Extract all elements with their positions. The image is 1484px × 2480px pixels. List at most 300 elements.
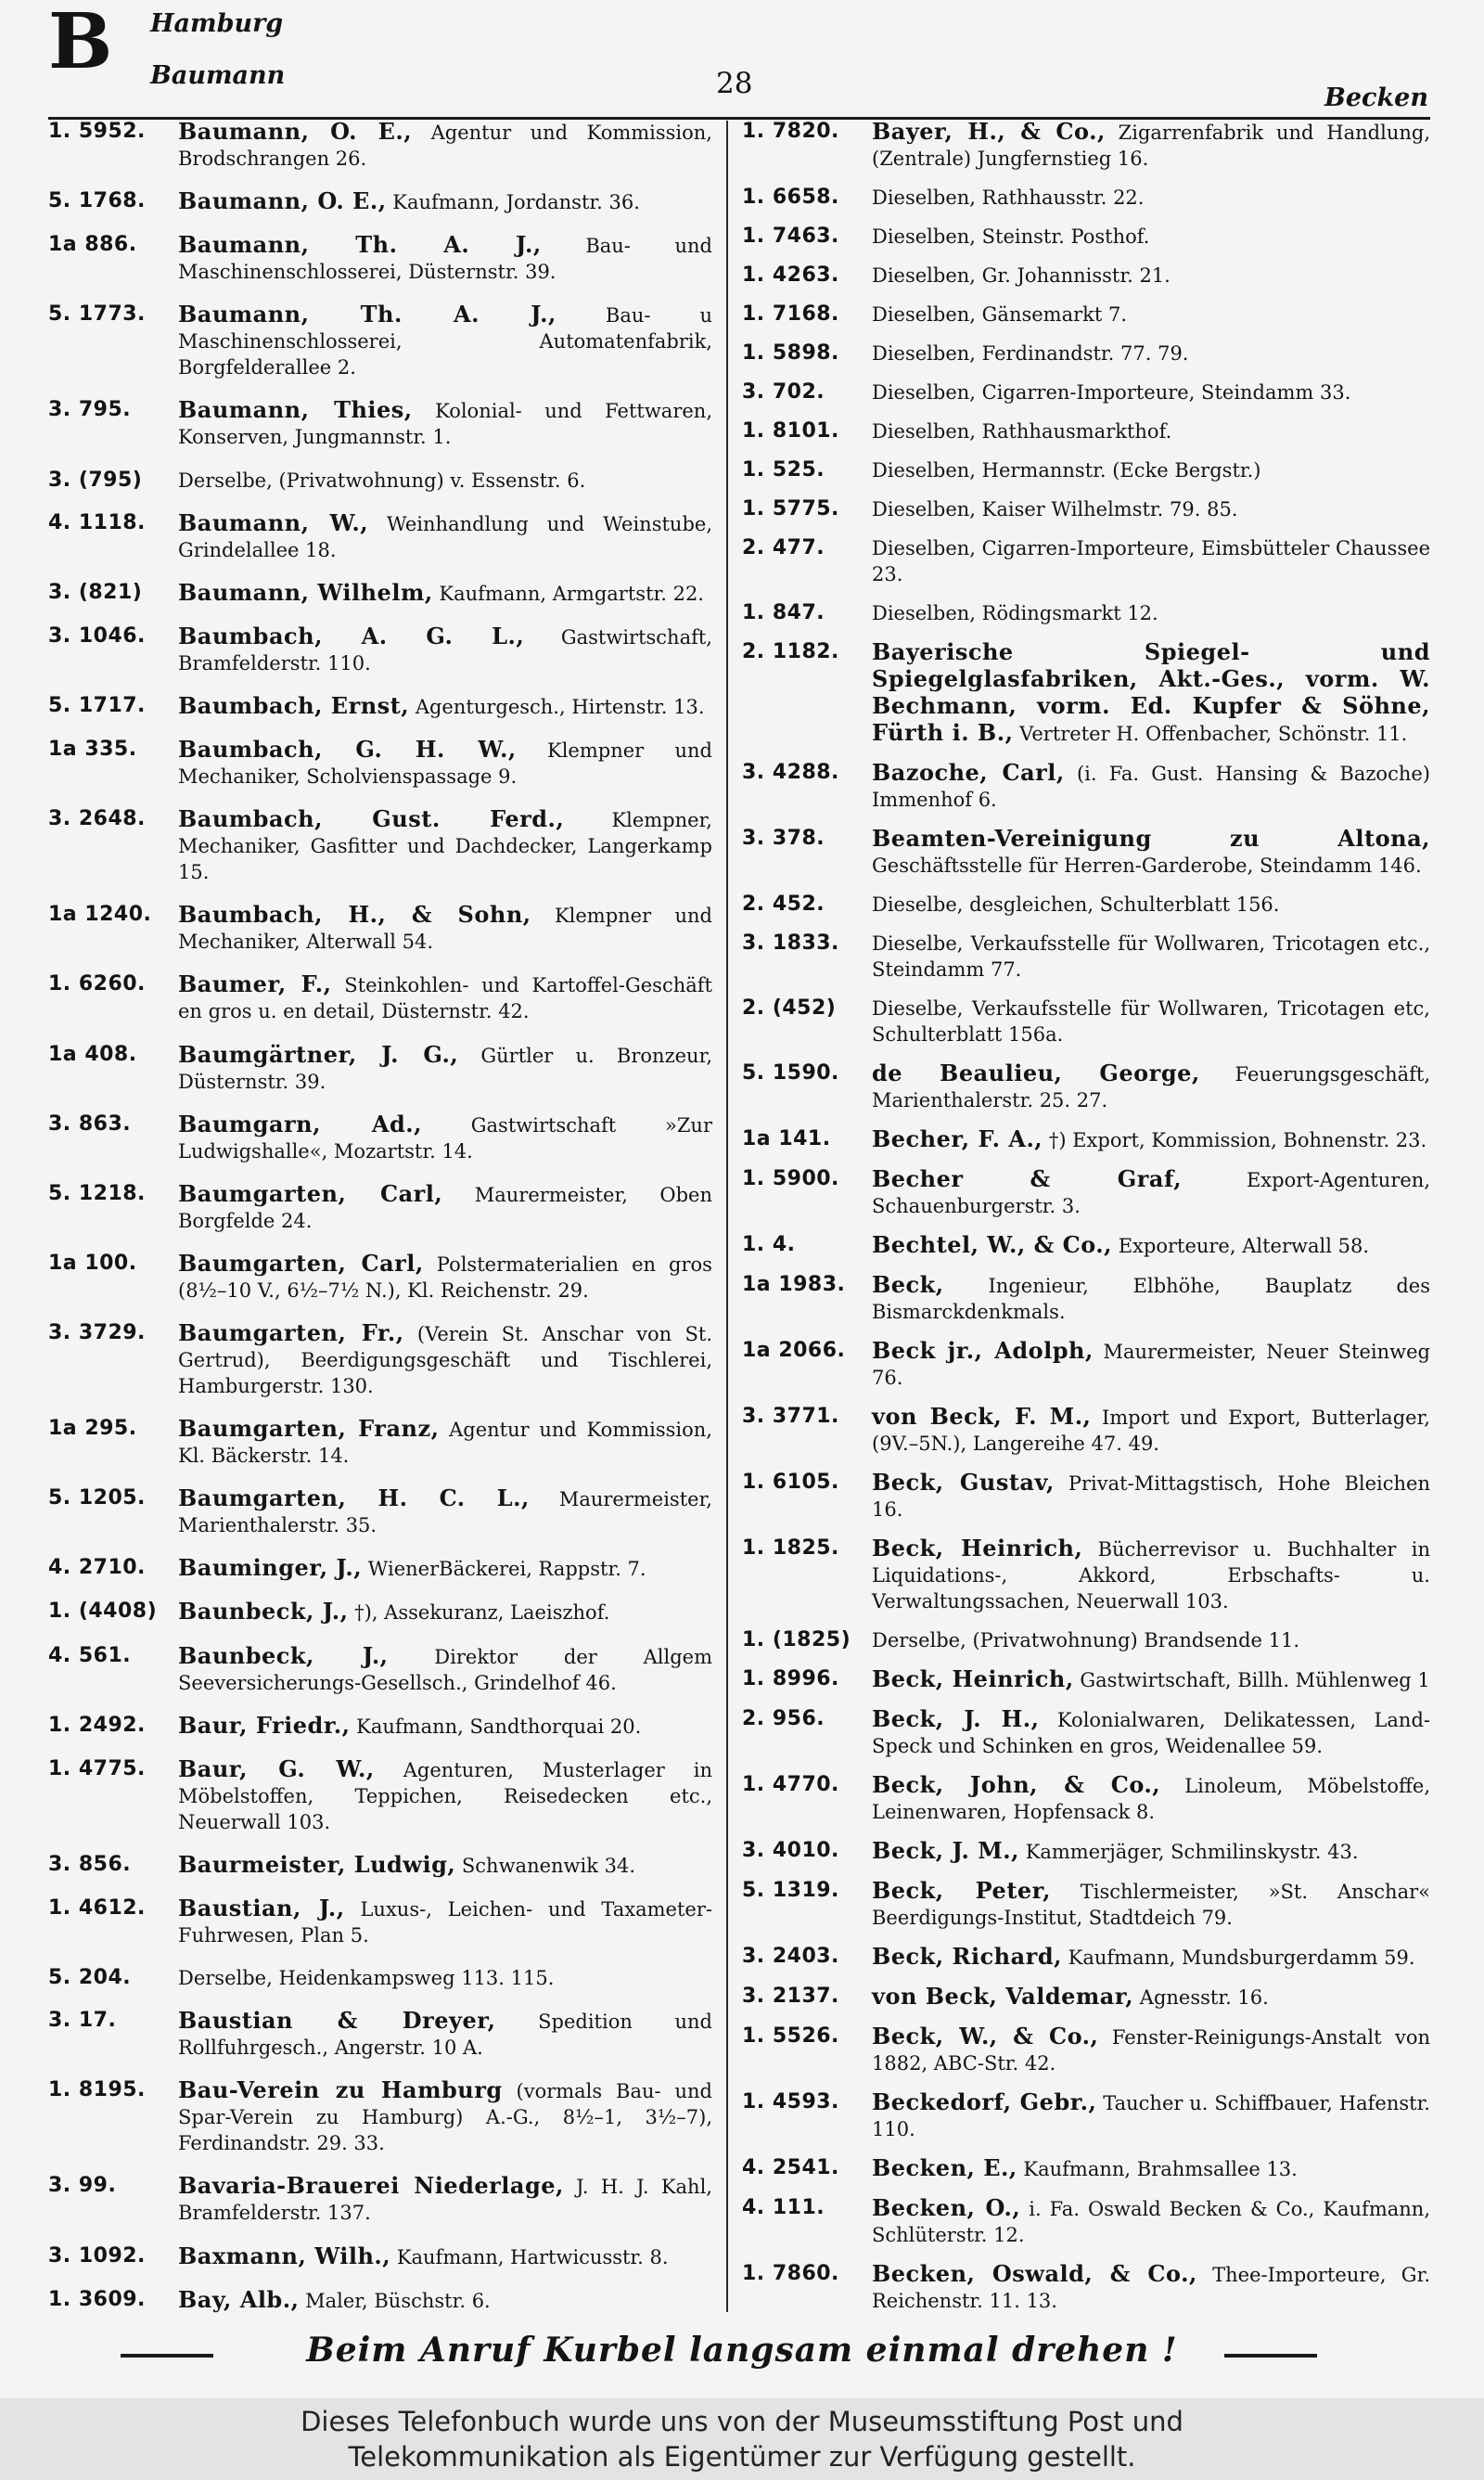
subscriber-name: Becher & Graf, [872, 1165, 1183, 1192]
entry-details: Agenturgesch., Hirtenstr. 13. [415, 695, 705, 718]
entry-details: Gastwirtschaft, Bramfelderstr. 110. [178, 625, 712, 675]
phone-number: 1. (4408) [48, 1600, 158, 1624]
entry-text [872, 263, 1430, 289]
directory-entry [48, 397, 712, 450]
directory-entry [742, 2024, 1430, 2076]
entry-details: Exporteure, Alterwall 58. [1118, 1235, 1369, 1257]
entry-text [872, 2024, 1430, 2076]
subscriber-name: Beck, Peter, [872, 1877, 1051, 1904]
directory-entry [48, 806, 712, 885]
entry-text [872, 1338, 1430, 1391]
phone-number: 1. 7168. [742, 302, 839, 326]
phone-number: 1. 525. [742, 458, 825, 482]
entry-details: Agnesstr. 16. [1139, 1986, 1269, 2009]
subscriber-name: Becken, Oswald, & Co., [872, 2260, 1197, 2287]
entry-text [178, 2243, 712, 2270]
directory-entry [742, 1060, 1430, 1113]
subscriber-name: Baumann, Thies, [178, 396, 413, 424]
phone-number: 1. 6658. [742, 186, 839, 209]
phone-number: 5. 1319. [742, 1879, 839, 1902]
subscriber-name: Baumgarten, H. C. L., [178, 1484, 530, 1512]
subscriber-name: Bayer, H., & Co., [872, 118, 1106, 145]
entry-details: Privat-Mittagstisch, Hohe Bleichen 16. [872, 1472, 1430, 1521]
phone-number: 1. 4612. [48, 1895, 146, 1920]
entry-text [178, 2173, 712, 2226]
phone-number: 1. (1825) [742, 1628, 851, 1651]
entry-details: Dieselben, Rathhausmarkthof. [872, 420, 1172, 443]
entry-text [178, 1555, 712, 1582]
subscriber-name: Bauminger, J., [178, 1554, 363, 1582]
entry-text [872, 1060, 1430, 1113]
directory-entry [48, 468, 712, 494]
phone-number: 1. 5898. [742, 341, 839, 365]
directory-entry [48, 1643, 712, 1696]
directory-entry [48, 1555, 712, 1582]
entry-text [178, 1112, 712, 1164]
phone-number: 1. 6260. [48, 972, 146, 996]
entry-details: Gürtler u. Bronzeur, Düsternstr. 39. [178, 1044, 712, 1093]
phone-number: 3. 856. [48, 1852, 132, 1876]
entry-details: Derselbe, Heidenkampsweg 113. 115. [178, 1967, 555, 1990]
subscriber-name: Baunbeck, J., [178, 1598, 349, 1625]
entry-text [178, 2008, 712, 2061]
entry-text [178, 397, 712, 450]
phone-number: 1. 7860. [742, 2262, 839, 2285]
entry-text [872, 418, 1430, 444]
directory-entry [742, 341, 1430, 366]
entry-details: Taucher u. Schiffbauer, Hafenstr. 110. [872, 2092, 1430, 2140]
entry-text [872, 1944, 1430, 1971]
entry-details: Dieselben, Cigarren-Importeure, Eimsbütteler Chaussee 23. [872, 537, 1430, 585]
directory-entry [742, 1232, 1430, 1259]
subscriber-name: Beck, J. H., [872, 1705, 1040, 1732]
entry-details: Vertreter H. Offenbacher, Schönstr. 11. [1019, 723, 1408, 745]
directory-entry [742, 1944, 1430, 1971]
entry-text [872, 1878, 1430, 1931]
directory-entry [742, 2261, 1430, 2314]
entry-text [872, 1404, 1430, 1457]
entry-details: Linoleum, Möbelstoffe, Leinenwaren, Hopfensack 8. [872, 1775, 1430, 1823]
directory-entry [48, 580, 712, 607]
entry-text [872, 1772, 1430, 1825]
directory-entry [48, 623, 712, 676]
directory-entry [48, 1895, 712, 1948]
subscriber-name: Bavaria-Brauerei Niederlage, [178, 2172, 564, 2200]
entry-details: Derselbe, (Privatwohnung) Brandsende 11. [872, 1629, 1300, 1651]
subscriber-name: Beck, John, & Co., [872, 1771, 1161, 1798]
entry-text [872, 2089, 1430, 2142]
entry-text [178, 188, 712, 215]
phone-number: 1. 6105. [742, 1471, 839, 1494]
phone-number: 3. 795. [48, 398, 132, 422]
entry-text [178, 468, 712, 494]
subscriber-name: Beck, Richard, [872, 1943, 1062, 1970]
phone-number: 1a 141. [742, 1127, 831, 1150]
directory-entry [742, 302, 1430, 328]
phone-number: 3. 1833. [742, 932, 839, 955]
entry-details: Derselbe, (Privatwohnung) v. Essenstr. 6. [178, 469, 586, 492]
entry-details: Maurermeister, Oben Borgfelde 24. [178, 1183, 712, 1232]
subscriber-name: Beck jr., Adolph, [872, 1337, 1094, 1364]
directory-entry [48, 2287, 712, 2314]
directory-entry [48, 902, 712, 955]
phone-number: 1. 8195. [48, 2078, 146, 2102]
entry-details: Luxus-, Leichen- und Taxameter-Fuhrwesen, Plan 5. [178, 1897, 712, 1947]
ownership-notice [0, 2398, 1484, 2480]
directory-entry [742, 418, 1430, 444]
directory-entry [48, 119, 712, 172]
directory-entry [48, 2173, 712, 2226]
entry-details: (Verein St. Anschar von St. Gertrud), Beerdigungsgeschäft und Tischlerei, Hamburgerstr. 130. [178, 1322, 712, 1397]
footer-motto: Beim Anruf Kurbel langsam einmal drehen ! [306, 2331, 1178, 2370]
entry-text [872, 379, 1430, 405]
phone-number: 1a 1983. [742, 1273, 846, 1296]
subscriber-name: Bayerische Spiegel- und Spiegelglasfabriken, Akt.-Ges., vorm. W. Bechmann, vorm. Ed. Kupfer & Söhne, Fürth i. B., [872, 638, 1430, 746]
subscriber-name: Baumbach, Gust. Ferd., [178, 805, 565, 833]
directory-entry [742, 996, 1430, 1047]
directory-entry [742, 1338, 1430, 1391]
directory-entry [48, 1852, 712, 1879]
subscriber-name: Baumgarten, Carl, [178, 1249, 424, 1277]
subscriber-name: Beck, Heinrich, [872, 1535, 1083, 1561]
directory-entry [742, 1878, 1430, 1931]
phone-number: 3. 3729. [48, 1320, 146, 1344]
entry-text [872, 826, 1430, 879]
entry-text [178, 1599, 712, 1625]
directory-entry [742, 1706, 1430, 1759]
subscriber-name: Baumann, Wilhelm, [178, 578, 433, 606]
subscriber-name: Baurmeister, Ludwig, [178, 1850, 456, 1878]
entry-details: Dieselben, Ferdinandstr. 77. 79. [872, 342, 1189, 365]
subscriber-name: Baumann, Th. A. J., [178, 231, 542, 259]
phone-number: 2. 956. [742, 1707, 825, 1730]
directory-entry [48, 1416, 712, 1469]
entry-details: Klempner und Mechaniker, Scholvienspassage 9. [178, 739, 712, 789]
phone-number: 3. 3771. [742, 1405, 839, 1428]
directory-entry [48, 1042, 712, 1095]
directory-entry [48, 1599, 712, 1625]
entry-text [178, 1852, 712, 1879]
subscriber-name: Beck, Gustav, [872, 1469, 1055, 1496]
column-divider [726, 121, 728, 2312]
entry-text [872, 1706, 1430, 1759]
notice-line-2: Telekommunikation als Eigentümer zur Verfügung gestellt. [348, 2441, 1136, 2473]
entry-details: Thee-Importeure, Gr. Reichenstr. 11. 13. [872, 2264, 1430, 2312]
entry-text [872, 2261, 1430, 2314]
entry-details: Direktor der Allgem Seeversicherungs-Gesellsch., Grindelhof 46. [178, 1645, 712, 1694]
phone-number: 1a 100. [48, 1251, 137, 1275]
entry-text [178, 1181, 712, 1234]
entry-details: Maurermeister, Marienthalerstr. 35. [178, 1488, 712, 1537]
entry-text [872, 600, 1430, 626]
entry-text [872, 302, 1430, 328]
phone-number: 5. 1218. [48, 1181, 146, 1205]
directory-entry [742, 1272, 1430, 1325]
directory-entry [48, 188, 712, 215]
entry-text [872, 1536, 1430, 1614]
entry-details: †), Assekuranz, Laeiszhof. [354, 1601, 610, 1625]
subscriber-name: Baumann, Th. A. J., [178, 301, 556, 328]
entry-details: Polstermaterialien en gros (8½–10 V., 6½–7½ N.), Kl. Reichenstr. 29. [178, 1253, 712, 1302]
directory-entry [48, 510, 712, 563]
phone-number: 1. 847. [742, 601, 825, 624]
entry-text [178, 737, 712, 790]
directory-entry [742, 1772, 1430, 1825]
phone-number: 1. 7820. [742, 120, 839, 143]
entry-details: Dieselben, Gänsemarkt 7. [872, 303, 1128, 326]
directory-entry [48, 1713, 712, 1740]
entry-details: Geschäftsstelle für Herren-Garderobe, Steindamm 146. [872, 855, 1422, 877]
directory-entry [48, 1485, 712, 1538]
header-city: Hamburg [150, 9, 284, 38]
entry-text [178, 1485, 712, 1538]
entry-text [178, 1895, 712, 1948]
entry-text [178, 580, 712, 607]
phone-number: 3. 378. [742, 827, 825, 850]
entry-details: Dieselbe, Verkaufsstelle für Wollwaren, Tricotagen etc., Steindamm 77. [872, 932, 1430, 981]
subscriber-name: Beck, J. M., [872, 1837, 1019, 1864]
subscriber-name: Bechtel, W., & Co., [872, 1231, 1113, 1258]
entry-details: (i. Fa. Gust. Hansing & Bazoche) Immenhof 6. [872, 763, 1430, 811]
phone-number: 3. 863. [48, 1112, 132, 1136]
entry-details: Agenturen, Musterlager in Möbelstoffen, Teppichen, Reisedecken etc., Neuerwall 103. [178, 1758, 713, 1833]
phone-number: 5. 1590. [742, 1061, 839, 1085]
entry-details: Dieselbe, Verkaufsstelle für Wollwaren, Tricotagen etc, Schulterblatt 156a. [872, 997, 1430, 1046]
directory-entry [742, 760, 1430, 813]
phone-number: 2. 452. [742, 893, 825, 916]
entry-text [872, 119, 1430, 172]
entry-text [178, 623, 712, 676]
entry-text [872, 1627, 1430, 1653]
entry-text [872, 1272, 1430, 1325]
directory-entry [742, 496, 1430, 522]
entry-text [178, 2077, 712, 2156]
entry-details: Dieselben, Steinstr. Posthof. [872, 225, 1150, 248]
directory-entry [742, 1984, 1430, 2011]
phone-number: 2. 1182. [742, 640, 839, 663]
phone-number: 1. 4770. [742, 1773, 839, 1796]
directory-entry [48, 1320, 712, 1399]
phone-number: 3. 4010. [742, 1839, 839, 1862]
entry-details: (vormals Bau- und Spar-Verein zu Hamburg) A.-G., 8½–1, 3½–7), Ferdinandstr. 29. 33. [178, 2080, 712, 2155]
entry-text [872, 341, 1430, 366]
subscriber-name: Baumer, F., [178, 970, 332, 998]
directory-entry [48, 2243, 712, 2270]
phone-number: 3. (821) [48, 580, 143, 604]
entry-text [178, 902, 712, 955]
phone-number: 1. 1825. [742, 1536, 839, 1560]
subscriber-name: Baumann, O. E., [178, 118, 413, 145]
subscriber-name: Beck, W., & Co., [872, 2023, 1099, 2050]
phone-number: 1. 4593. [742, 2090, 839, 2114]
entry-details: Bau- und Maschinenschlosserei, Düsternstr. 39. [178, 235, 712, 284]
entry-details: Kaufmann, Hartwicusstr. 8. [396, 2245, 669, 2268]
directory-entry [48, 1756, 712, 1835]
entry-details: Ingenieur, Elbhöhe, Bauplatz des Bismarckdenkmals. [872, 1275, 1430, 1323]
entry-text [872, 457, 1430, 483]
phone-number: 5. 1773. [48, 302, 146, 327]
phone-number: 5. 1768. [48, 189, 146, 213]
phone-number: 1. 4263. [742, 263, 839, 287]
entry-text [872, 1984, 1430, 2011]
directory-entry [742, 2155, 1430, 2182]
entry-details: Gastwirtschaft, Billh. Mühlenweg 1 [1080, 1669, 1430, 1691]
phone-number: 1a 886. [48, 233, 137, 257]
phone-number: 3. 2137. [742, 1985, 839, 2008]
phone-number: 2. (452) [742, 996, 837, 1020]
directory-entry [742, 535, 1430, 587]
entry-details: Weinhandlung und Weinstube, Grindelallee 18. [178, 512, 712, 561]
subscriber-name: Baur, Friedr., [178, 1711, 351, 1739]
phone-number: 3. 1046. [48, 623, 146, 648]
entry-text [872, 1126, 1430, 1153]
directory-entry [48, 971, 712, 1024]
directory-entry [742, 2089, 1430, 2142]
subscriber-name: Beck, Heinrich, [872, 1665, 1074, 1692]
directory-entry [742, 119, 1430, 172]
header-last-name: Becken [1324, 84, 1428, 112]
phone-number: 3. 702. [742, 380, 825, 404]
directory-entry [742, 892, 1430, 918]
entry-details: Kammerjäger, Schmilinskystr. 43. [1025, 1841, 1359, 1863]
section-letter: B [48, 0, 111, 86]
directory-entry [742, 931, 1430, 983]
page-number: 28 [716, 67, 753, 100]
subscriber-name: von Beck, F. M., [872, 1403, 1092, 1430]
phone-number: 1a 408. [48, 1042, 137, 1066]
phone-number: 1. 4775. [48, 1756, 146, 1780]
subscriber-name: Baumgarten, Fr., [178, 1318, 404, 1346]
entry-details: Gastwirtschaft »Zur Ludwigshalle«, Mozartstr. 14. [178, 1113, 712, 1163]
entry-details: Bau- u Maschinenschlosserei, Automatenfabrik, Borgfelderallee 2. [178, 304, 712, 379]
directory-entry [742, 1166, 1430, 1219]
entry-details: Kaufmann, Mundsburgerdamm 59. [1068, 1947, 1415, 1969]
phone-number: 1. 8996. [742, 1667, 839, 1690]
subscriber-name: Baumbach, H., & Sohn, [178, 901, 531, 929]
entry-details: Kaufmann, Jordanstr. 36. [392, 191, 640, 214]
directory-entry [742, 224, 1430, 250]
phone-number: 1a 335. [48, 738, 137, 762]
entry-text [178, 971, 712, 1024]
entry-text [178, 2287, 712, 2314]
subscriber-name: Bau-Verein zu Hamburg [178, 2076, 503, 2104]
entry-text [872, 2155, 1430, 2182]
directory-entry [742, 1404, 1430, 1457]
entry-text [872, 892, 1430, 918]
entry-text [178, 232, 712, 285]
entry-details: WienerBäckerei, Rappstr. 7. [367, 1558, 646, 1581]
directory-entry [742, 379, 1430, 405]
entry-text [178, 1643, 712, 1696]
entry-text [872, 639, 1430, 747]
entry-details: Kaufmann, Sandthorquai 20. [356, 1715, 642, 1738]
notice-line-1: Dieses Telefonbuch wurde uns von der Museumsstiftung Post und [301, 2406, 1183, 2437]
entry-text [178, 806, 712, 885]
entry-text [178, 1320, 712, 1399]
directory-entry [48, 232, 712, 285]
directory-entry [48, 737, 712, 790]
subscriber-name: Becher, F. A., [872, 1125, 1043, 1152]
footer-rule-right [1224, 2354, 1317, 2358]
entry-text [872, 1470, 1430, 1523]
directory-entry [742, 826, 1430, 879]
subscriber-name: Baumbach, G. H. W., [178, 736, 517, 764]
phone-number: 4. 111. [742, 2196, 825, 2219]
phone-number: 3. (795) [48, 468, 143, 492]
entry-details: Dieselben, Kaiser Wilhelmstr. 79. 85. [872, 498, 1238, 520]
entry-text [178, 1042, 712, 1095]
entry-text [872, 931, 1430, 983]
entry-details: Dieselben, Gr. Johannisstr. 21. [872, 264, 1171, 287]
entry-details: Steinkohlen- und Kartoffel-Geschäft en gros u. en detail, Düsternstr. 42. [178, 974, 712, 1023]
directory-entry [742, 1666, 1430, 1693]
entry-details: Dieselben, Hermannstr. (Ecke Bergstr.) [872, 459, 1261, 482]
directory-entry [48, 2077, 712, 2156]
subscriber-name: Baur, G. W., [178, 1754, 375, 1782]
directory-entry [742, 1126, 1430, 1153]
phone-number: 3. 99. [48, 2174, 117, 2198]
subscriber-name: Baumann, O. E., [178, 187, 387, 215]
subscriber-name: Baumann, W., [178, 508, 369, 536]
entry-details: †) Export, Kommission, Bohnenstr. 23. [1048, 1129, 1427, 1151]
subscriber-name: Baunbeck, J., [178, 1641, 389, 1669]
phone-number: 1. 8101. [742, 419, 839, 443]
entry-details: Zigarrenfabrik und Handlung, (Zentrale) Jungfernstieg 16. [872, 122, 1430, 170]
phone-number: 1. 5900. [742, 1167, 839, 1190]
phone-number: 1a 2066. [742, 1339, 846, 1362]
directory-entry [742, 1838, 1430, 1865]
entry-text [178, 1416, 712, 1469]
subscriber-name: Bay, Alb., [178, 2285, 300, 2313]
subscriber-name: Baumgarten, Franz, [178, 1415, 440, 1443]
directory-entry [742, 2195, 1430, 2248]
entry-details: Feuerungsgeschäft, Marienthalerstr. 25. 27. [872, 1063, 1430, 1112]
entry-text [178, 119, 712, 172]
subscriber-name: Baumbach, Ernst, [178, 691, 410, 719]
entry-text [178, 1251, 712, 1304]
directory-entry [742, 1470, 1430, 1523]
entry-details: i. Fa. Oswald Becken & Co., Kaufmann, Schlüterstr. 12. [872, 2198, 1430, 2246]
directory-entry [48, 1181, 712, 1234]
entry-details: Klempner, Mechaniker, Gasfitter und Dachdecker, Langerkamp 15. [178, 809, 712, 884]
entry-details: Export-Agenturen, Schauenburgerstr. 3. [872, 1169, 1430, 1217]
phone-number: 3. 1092. [48, 2243, 146, 2268]
entry-text [872, 496, 1430, 522]
phone-number: 2. 477. [742, 536, 825, 559]
left-column [48, 119, 712, 2314]
directory-entry [742, 1627, 1430, 1653]
entry-details: Dieselbe, desgleichen, Schulterblatt 156. [872, 893, 1280, 916]
subscriber-name: Baumbach, A. G. L., [178, 622, 525, 649]
entry-details: J. H. J. Kahl, Bramfelderstr. 137. [178, 2176, 712, 2225]
subscriber-name: Becken, O., [872, 2194, 1021, 2221]
entry-text [872, 1232, 1430, 1259]
entry-text [872, 1666, 1430, 1693]
entry-text [178, 302, 712, 380]
directory-entry [742, 600, 1430, 626]
subscriber-name: Baumgärtner, J. G., [178, 1040, 459, 1068]
entry-details: Kaufmann, Brahmsallee 13. [1023, 2158, 1298, 2180]
entry-details: Import und Export, Butterlager, (9V.–5N.), Langereihe 47. 49. [872, 1407, 1430, 1455]
directory-entry [742, 185, 1430, 211]
directory-entry [48, 302, 712, 380]
entry-text [872, 996, 1430, 1047]
entry-text [178, 1713, 712, 1740]
directory-entry [48, 1112, 712, 1164]
entry-details: Bücherrevisor u. Buchhalter in Liquidations-, Akkord, Erbschafts- u. Verwaltungssachen, Neuerwall 103. [872, 1538, 1430, 1613]
subscriber-name: von Beck, Valdemar, [872, 1983, 1134, 2010]
entry-details: Schwanenwik 34. [461, 1854, 636, 1877]
